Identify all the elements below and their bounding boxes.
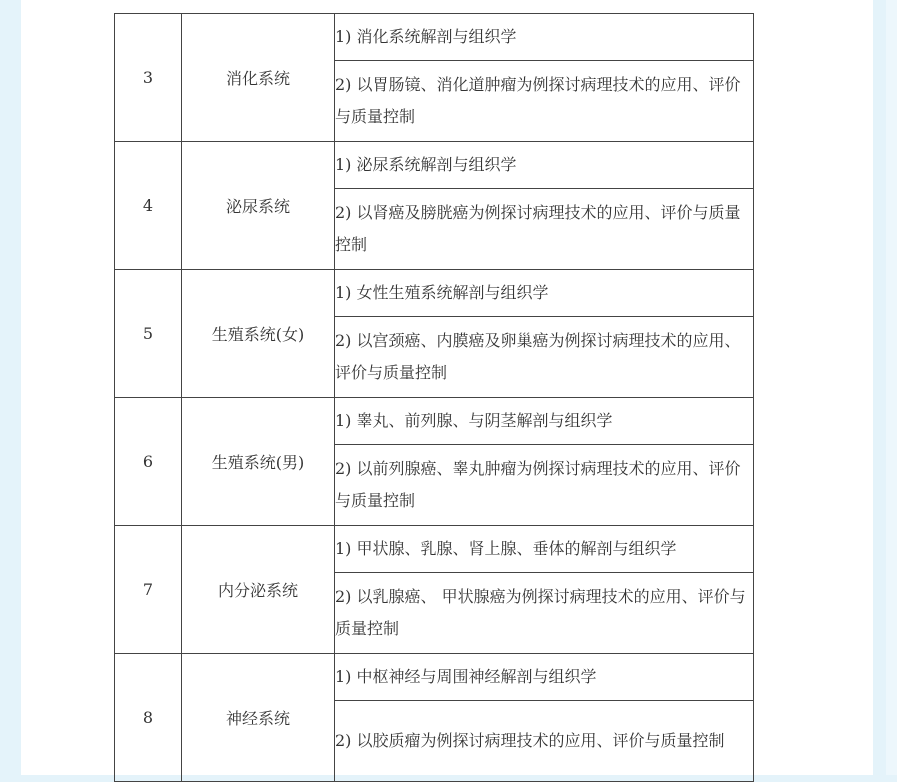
topic-cell: 2) 以胶质瘤为例探讨病理技术的应用、评价与质量控制 [335, 701, 754, 782]
table-row [115, 142, 754, 189]
system-name: 神经系统 [182, 654, 335, 782]
system-name: 生殖系统(女) [182, 270, 335, 398]
table-row [115, 398, 754, 445]
system-name: 内分泌系统 [182, 526, 335, 654]
row-number: 4 [115, 142, 182, 270]
page-edge [886, 0, 897, 775]
topic-cell: 1) 消化系统解剖与组织学 [335, 14, 754, 61]
topic-cell: 1) 睾丸、前列腺、与阴茎解剖与组织学 [335, 398, 754, 445]
row-number: 5 [115, 270, 182, 398]
topic-cell: 2) 以肾癌及膀胱癌为例探讨病理技术的应用、评价与质量控制 [335, 189, 754, 270]
table-row [115, 526, 754, 573]
system-name: 生殖系统(男) [182, 398, 335, 526]
table-row [115, 14, 754, 61]
table-row [115, 270, 754, 317]
topic-cell: 2) 以前列腺癌、睾丸肿瘤为例探讨病理技术的应用、评价与质量控制 [335, 445, 754, 526]
curriculum-table [114, 13, 754, 782]
topic-cell: 2) 以胃肠镜、消化道肿瘤为例探讨病理技术的应用、评价与质量控制 [335, 61, 754, 142]
topic-cell: 2) 以乳腺癌、 甲状腺癌为例探讨病理技术的应用、评价与质量控制 [335, 573, 754, 654]
topic-cell: 1) 甲状腺、乳腺、肾上腺、垂体的解剖与组织学 [335, 526, 754, 573]
topic-cell: 1) 女性生殖系统解剖与组织学 [335, 270, 754, 317]
system-name: 泌尿系统 [182, 142, 335, 270]
row-number: 6 [115, 398, 182, 526]
system-name: 消化系统 [182, 14, 335, 142]
topic-cell: 2) 以宫颈癌、内膜癌及卵巢癌为例探讨病理技术的应用、评价与质量控制 [335, 317, 754, 398]
row-number: 7 [115, 526, 182, 654]
row-number: 8 [115, 654, 182, 782]
topic-cell: 1) 中枢神经与周围神经解剖与组织学 [335, 654, 754, 701]
row-number: 3 [115, 14, 182, 142]
topic-cell: 1) 泌尿系统解剖与组织学 [335, 142, 754, 189]
table-row [115, 654, 754, 701]
